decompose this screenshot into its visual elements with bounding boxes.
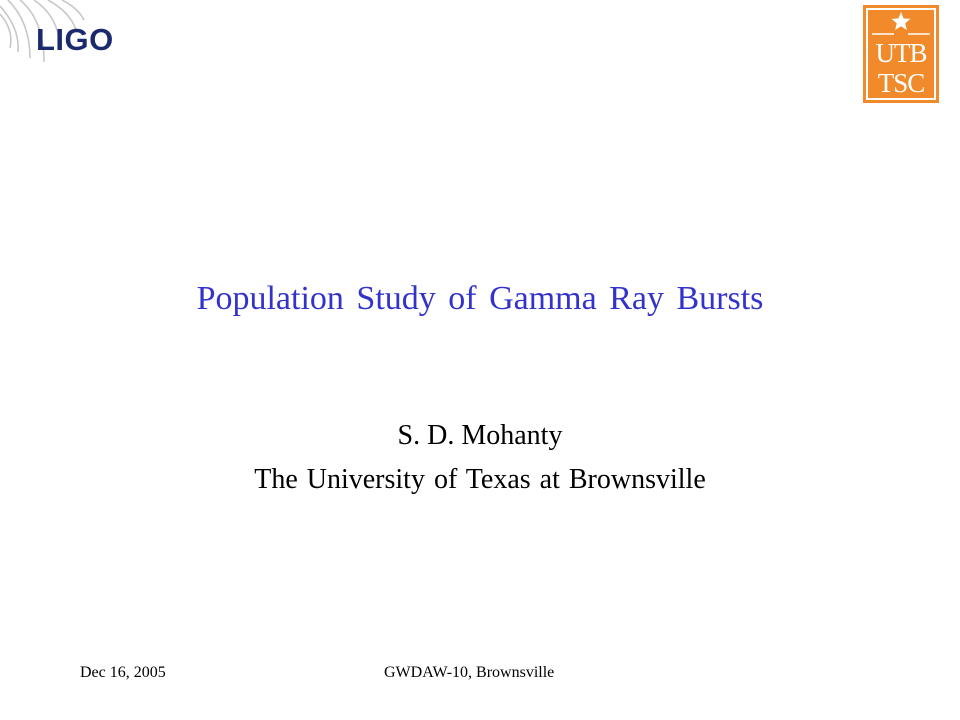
utb-logo-line-1: UTB (875, 38, 927, 68)
utb-logo-line-2: TSC (877, 68, 925, 98)
utb-tsc-logo-icon (862, 4, 940, 104)
footer-date: Dec 16, 2005 (80, 664, 166, 681)
slide-title: Population Study of Gamma Ray Bursts (196, 280, 764, 317)
author-name: S. D. Mohanty (397, 420, 563, 451)
footer-venue: GWDAW-10, Brownsville (384, 664, 555, 681)
author-affiliation: The University of Texas at Brownsville (254, 464, 706, 495)
ligo-logo-icon (0, 0, 130, 70)
ligo-wordmark: LIGO (36, 22, 114, 57)
